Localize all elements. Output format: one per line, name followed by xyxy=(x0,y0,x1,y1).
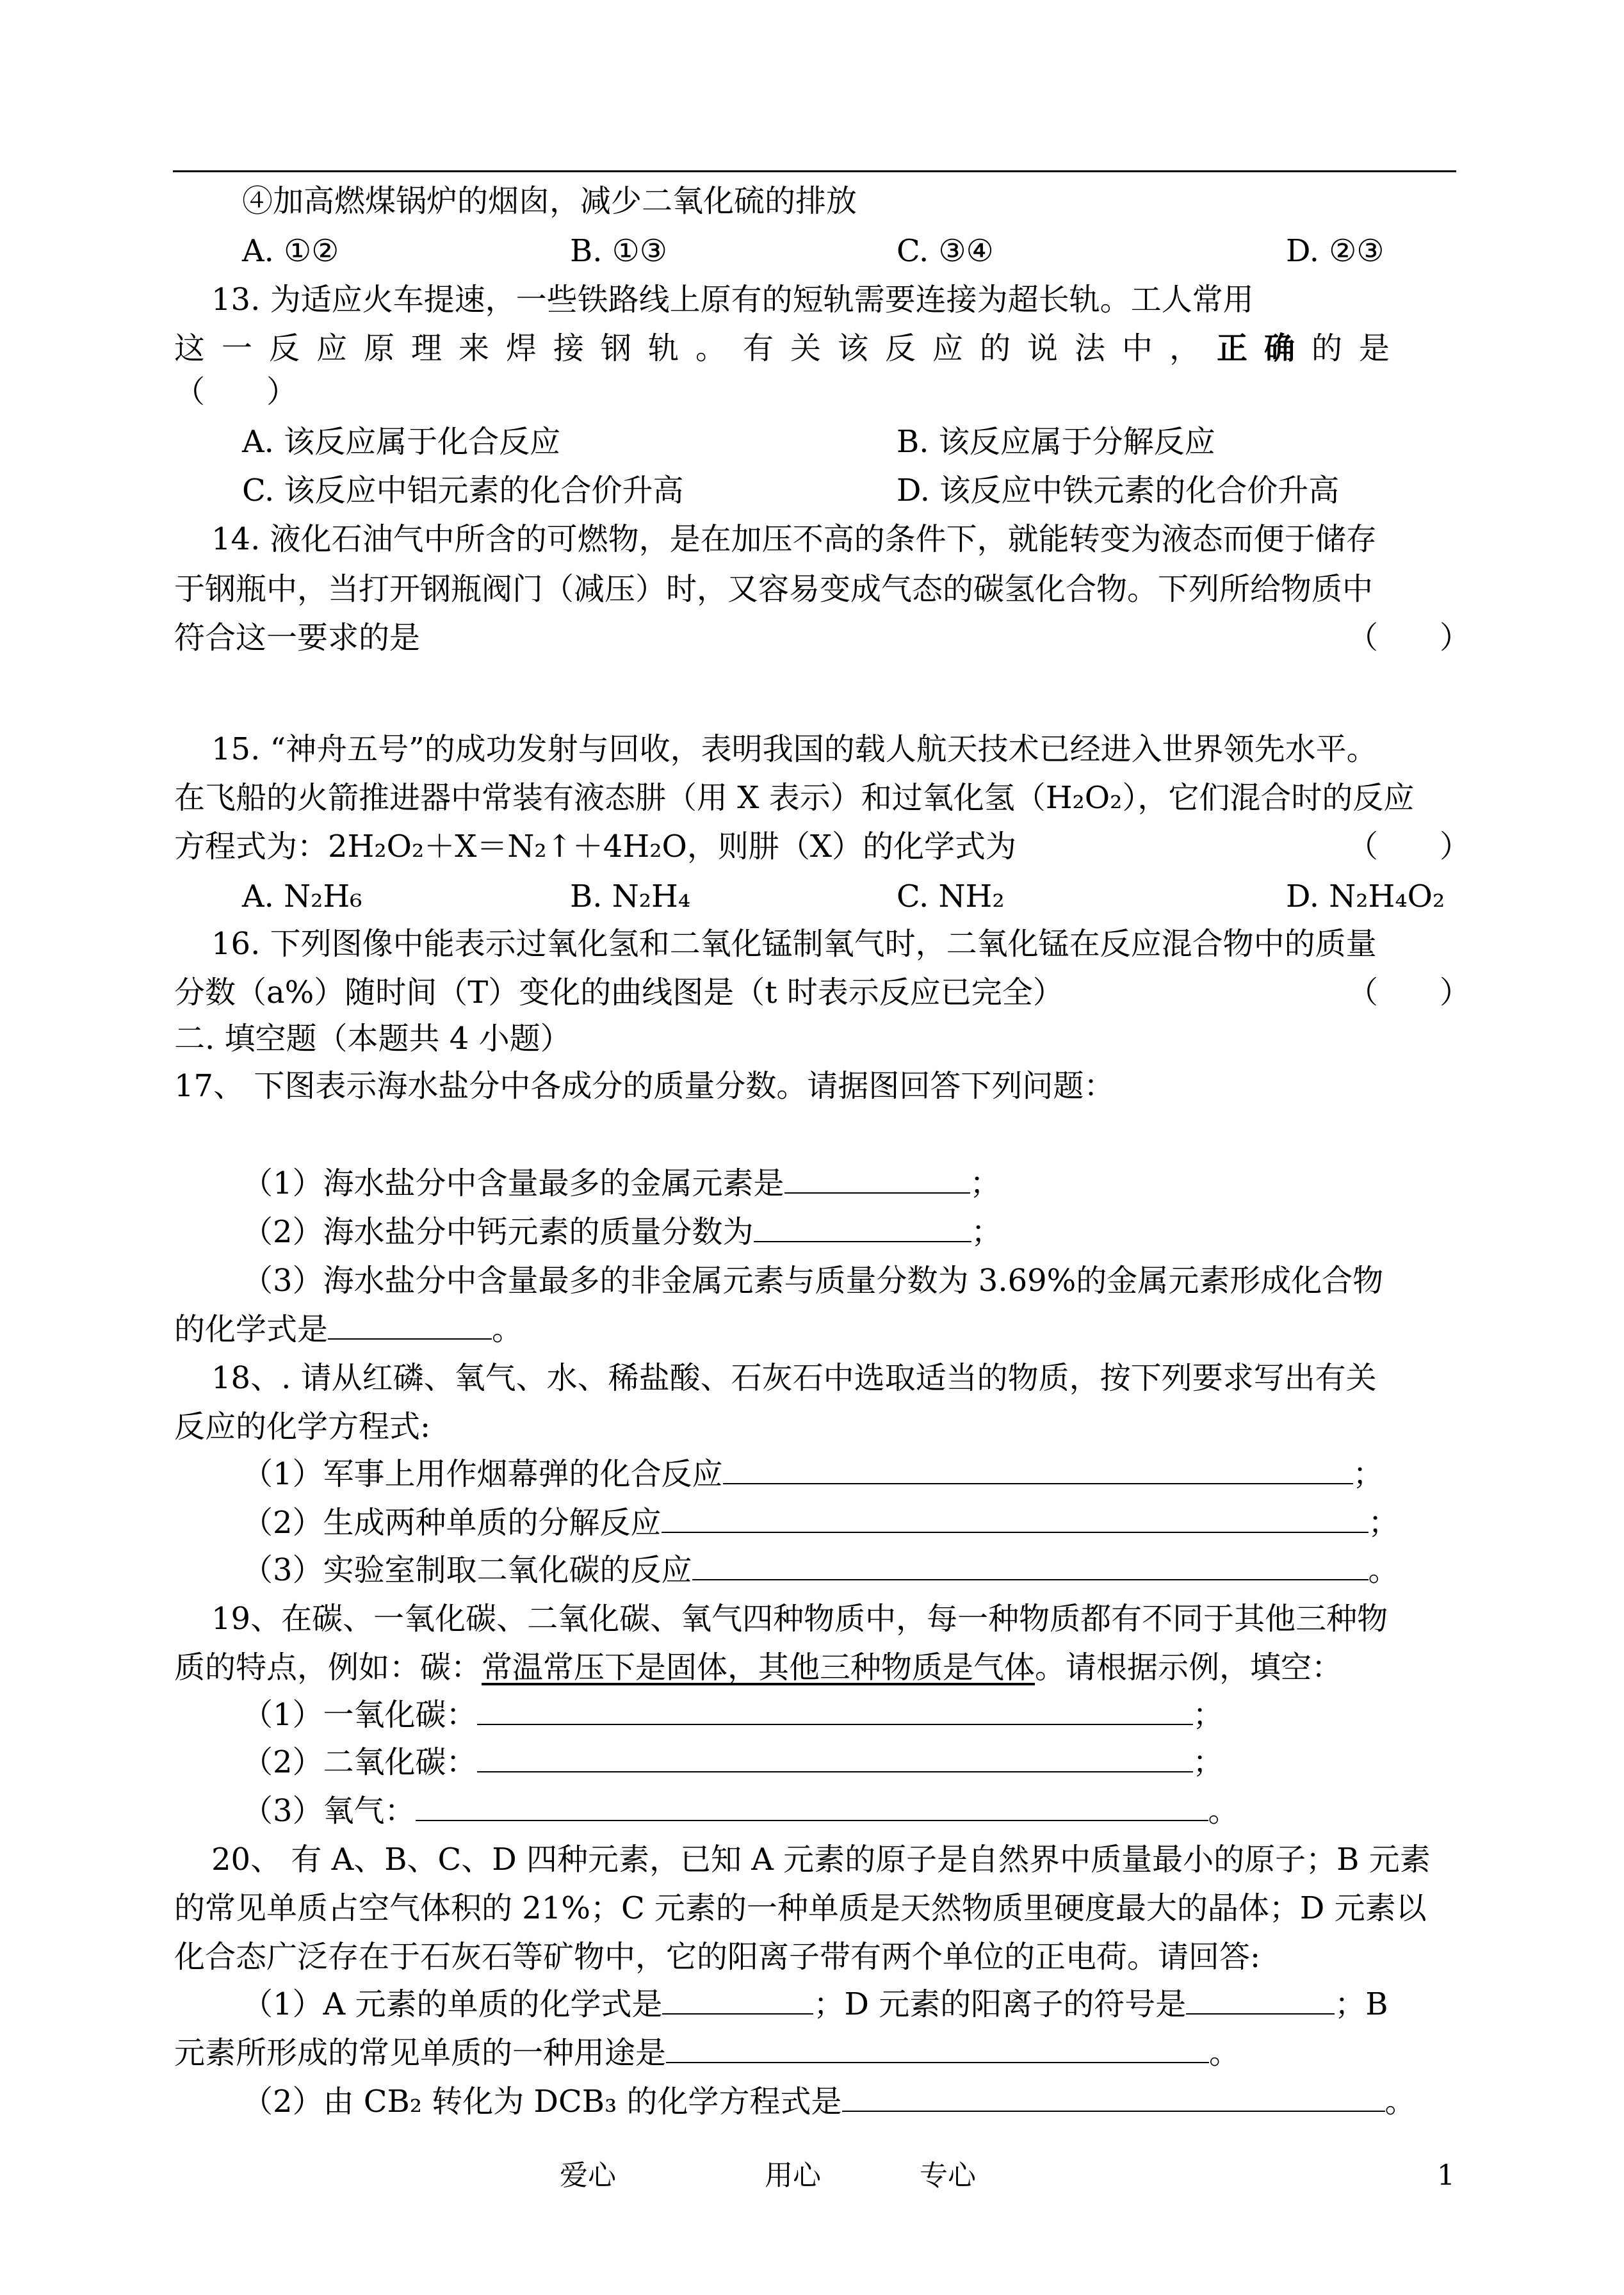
q20-part2-end: 。 xyxy=(1384,2084,1416,2120)
q19-part2-blank[interactable] xyxy=(477,1743,1193,1772)
q20-line3: 化合态广泛存在于石灰石等矿物中，它的阳离子带有两个单位的正电荷。请回答: xyxy=(174,1939,1261,1975)
q17-part1-text: （1）海水盐分中含量最多的金属元素是 xyxy=(242,1165,784,1201)
q18-part2-text: （2）生成两种单质的分解反应 xyxy=(242,1505,662,1541)
q16-line1: 16. 下列图像中能表示过氧化氢和二氧化锰制氧气时，二氧化锰在反应混合物中的质量 xyxy=(211,926,1377,962)
q18-line1: 18、. 请从红磷、氧气、水、稀盐酸、石灰石中选取适当的物质，按下列要求写出有关 xyxy=(211,1360,1377,1396)
q20-part1-line2-text: 元素所形成的常见单质的一种用途是 xyxy=(174,2035,667,2071)
q15-option-d: D. N₂H₄O₂ xyxy=(1286,879,1445,914)
q18-part2-end: ； xyxy=(1368,1505,1399,1541)
q15-option-a: A. N₂H₆ xyxy=(242,879,362,914)
q20-part1-text-c: ；B xyxy=(1335,1986,1388,2022)
q17-part3-line2-text: 的化学式是 xyxy=(174,1311,329,1347)
q19-part1-blank[interactable] xyxy=(477,1696,1193,1725)
q13-line2-bold: 正确 xyxy=(1217,330,1312,366)
footer-left: 爱心 xyxy=(560,2159,616,2192)
q13-line2 xyxy=(174,329,1455,368)
q19-part3-text: （3）氧气： xyxy=(242,1793,416,1829)
q20-part1 xyxy=(242,1985,1388,2023)
q18-part1-end: ； xyxy=(1352,1456,1384,1492)
q13-line1: 13. 为适应火车提速，一些铁路线上原有的短轨需要连接为超长轨。工人常用 xyxy=(211,282,1254,318)
q20-part1-blank-b[interactable] xyxy=(666,2034,1209,2063)
q15-line2: 在飞船的火箭推进器中常装有液态肼（用 X 表示）和过氧化氢（H₂O₂），它们混合时的反应 xyxy=(174,780,1415,816)
q15-answer-paren: （ ） xyxy=(1347,829,1471,864)
q18-part3-end: 。 xyxy=(1368,1552,1399,1588)
q18-part2-blank[interactable] xyxy=(662,1504,1368,1533)
q13-line2-a: 这一反应原理来焊接钢轨。有关该反应的说法中， xyxy=(174,330,1217,366)
q16-answer-paren: （ ） xyxy=(1347,975,1471,1010)
q20-part2-blank[interactable] xyxy=(842,2082,1385,2112)
q18-part2 xyxy=(242,1504,1399,1542)
q12-option-b: B. ①③ xyxy=(570,233,667,269)
q19-line2-a: 质的特点，例如：碳： xyxy=(174,1650,482,1685)
q17-part1 xyxy=(242,1164,1001,1203)
q17-line1: 17、 下图表示海水盐分中各成分的质量分数。请据图回答下列问题： xyxy=(174,1068,1115,1104)
q14-answer-paren: （ ） xyxy=(1347,620,1471,656)
q14-line1: 14. 液化石油气中所含的可燃物，是在加压不高的条件下，就能转变为液态而便于储存 xyxy=(211,521,1377,557)
q19-part3-end: 。 xyxy=(1208,1793,1239,1829)
q12-option-d: D. ②③ xyxy=(1286,233,1384,269)
q18-line2: 反应的化学方程式: xyxy=(174,1409,431,1445)
q17-part2-end: ； xyxy=(971,1214,1002,1250)
q18-part1-text: （1）军事上用作烟幕弹的化合反应 xyxy=(242,1456,723,1492)
q17-part1-end: ； xyxy=(970,1165,1001,1201)
q13-option-a: A. 该反应属于化合反应 xyxy=(242,424,561,460)
q19-part3-blank[interactable] xyxy=(416,1792,1208,1821)
q19-part2-text: （2）二氧化碳： xyxy=(242,1744,477,1780)
q12-option-a: A. ①② xyxy=(242,233,339,269)
q18-part1-blank[interactable] xyxy=(723,1455,1353,1484)
q20-part1-line2-end: 。 xyxy=(1209,2035,1240,2071)
q13-option-b: B. 该反应属于分解反应 xyxy=(897,424,1215,460)
q15-line1: 15. “神舟五号”的成功发射与回收，表明我国的载人航天技术已经进入世界领先水平。 xyxy=(211,731,1377,767)
q16-line2: 分数（a%）随时间（T）变化的曲线图是（t 时表示反应已完全） xyxy=(174,975,1064,1010)
q17-part3: （3）海水盐分中含量最多的非金属元素与质量分数为 3.69%的金属元素形成化合物 xyxy=(242,1263,1384,1299)
q19-line2 xyxy=(174,1648,1342,1687)
q17-part1-blank[interactable] xyxy=(784,1164,970,1194)
q18-part3 xyxy=(242,1551,1399,1589)
q19-part1-end: ； xyxy=(1192,1697,1224,1733)
q18-part1 xyxy=(242,1455,1384,1493)
q15-option-b: B. N₂H₄ xyxy=(570,879,691,914)
q20-part1-blank-a[interactable] xyxy=(662,1985,813,2015)
q20-part1-text-a: （1）A 元素的单质的化学式是 xyxy=(242,1986,663,2022)
footer-right: 专心 xyxy=(920,2159,976,2192)
section-heading: 二. 填空题（本题共 4 小题） xyxy=(174,1021,571,1057)
q20-part2-text: （2）由 CB₂ 转化为 DCB₃ 的化学方程式是 xyxy=(242,2084,842,2120)
q19-part3 xyxy=(242,1792,1239,1830)
q17-part2-blank[interactable] xyxy=(754,1213,971,1242)
q15-line3: 方程式为：2H₂O₂＋X＝N₂↑＋4H₂O，则肼（X）的化学式为 xyxy=(174,829,1017,864)
q19-part2-end: ； xyxy=(1192,1744,1224,1780)
q20-part2 xyxy=(242,2082,1416,2121)
q20-part1-blank-d[interactable] xyxy=(1186,1985,1335,2015)
q20-part1-text-b: ；D 元素的阳离子的符号是 xyxy=(813,1986,1187,2022)
q19-part1 xyxy=(242,1696,1224,1734)
q13-option-d: D. 该反应中铁元素的化合价升高 xyxy=(897,473,1340,508)
q17-part3-line2 xyxy=(174,1310,523,1349)
header-rule xyxy=(173,170,1456,172)
q20-line2: 的常见单质占空气体积的 21%；C 元素的一种单质是天然物质里硬度最大的晶体；D 元素以 xyxy=(174,1890,1427,1926)
q20-part1-line2 xyxy=(174,2034,1240,2072)
q19-line1: 19、在碳、一氧化碳、二氧化碳、氧气四种物质中，每一种物质都有不同于其他三种物 xyxy=(211,1601,1388,1637)
q18-part3-text: （3）实验室制取二氧化碳的反应 xyxy=(242,1552,692,1588)
q19-part1-text: （1）一氧化碳： xyxy=(242,1697,477,1733)
q13-option-c: C. 该反应中铝元素的化合价升高 xyxy=(242,473,684,508)
q20-line1: 20、 有 A、B、C、D 四种元素，已知 A 元素的原子是自然界中质量最小的原子；B 元素 xyxy=(211,1842,1431,1877)
q15-option-c: C. NH₂ xyxy=(897,879,1005,914)
footer-middle: 用心 xyxy=(765,2159,821,2192)
q19-part2 xyxy=(242,1743,1224,1781)
q17-part3-end: 。 xyxy=(492,1311,523,1347)
q19-line2-b: 。请根据示例，填空： xyxy=(1035,1650,1343,1685)
q17-part2-text: （2）海水盐分中钙元素的质量分数为 xyxy=(242,1214,754,1250)
q17-part3-blank[interactable] xyxy=(328,1310,492,1340)
q19-example-underlined: 常温常压下是固体，其他三种物质是气体 xyxy=(482,1650,1035,1685)
q14-line2: 于钢瓶中，当打开钢瓶阀门（减压）时，又容易变成气态的碳氢化合物。下列所给物质中 xyxy=(174,571,1374,607)
q18-part3-blank[interactable] xyxy=(692,1551,1368,1580)
q13-answer-paren: （ ） xyxy=(174,374,298,410)
q14-line3: 符合这一要求的是 xyxy=(174,620,421,656)
q12-option-c: C. ③④ xyxy=(897,233,994,269)
q13-line2-b: 的是 xyxy=(1311,330,1407,366)
q17-part2 xyxy=(242,1213,1002,1251)
q12-item4: ④加高燃煤锅炉的烟囱，减少二氧化硫的排放 xyxy=(242,183,857,219)
page-number: 1 xyxy=(1437,2159,1455,2192)
